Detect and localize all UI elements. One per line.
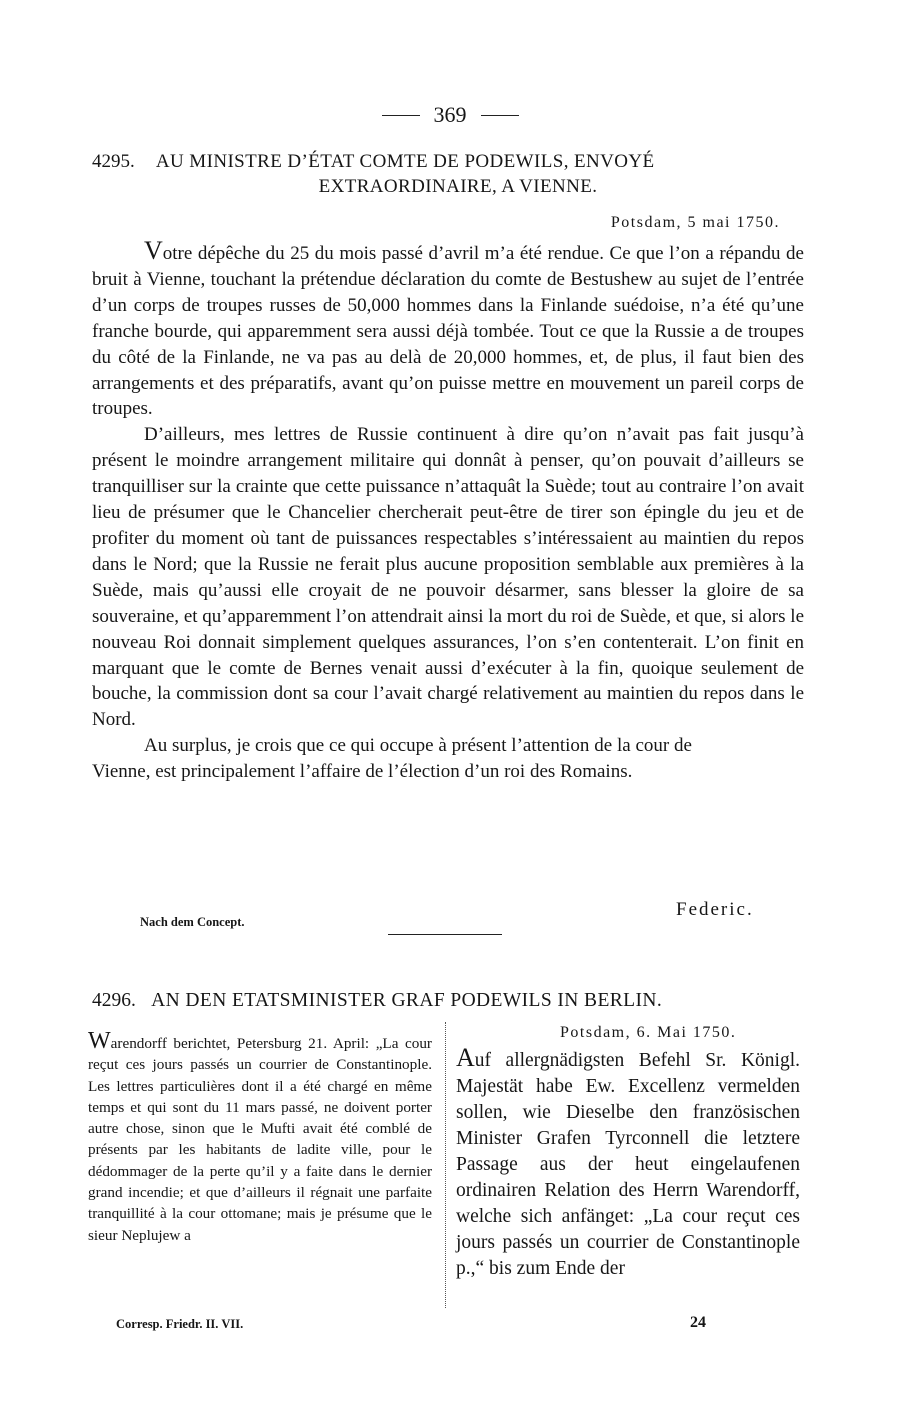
footer-sheet-number: 24 bbox=[690, 1314, 706, 1331]
paragraph-2: D’ailleurs, mes lettres de Russie continuent à dire qu’on n’avait pas fait jusqu’à présent le moindre arrangement militaire qui donnât à penser, qu’on pouvait d’ailleurs se tranquilliser sur la crainte que cette puissance n’attaquât la Suède; tout au contraire l’on avait lieu de présumer que le Chancelier chercherait peut-être de tirer son épingle du jeu et de profiter du moment où tant de puissances respectables s’intéressaient au maintien du repos dans le Nord; que la Russie ne ferait plus aucune proposition semblable aux premières à la Suède, mais qu’aussi elle croyait de ne pouvoir désarmer, sans blesser la gloire de sa souveraine, et qu’apparemment l’on attendrait ainsi la mort du roi de Suède, et que, si alors le nouveau Roi donnait simplement quelques assurances, l’on s’en contenterait. L’on finit en marquant que le comte de Bernes venait aussi d’exécuter à la fin, quoique seulement de bouche, la commission dont sa cour l’avait chargé relativement au maintien du repos dans le Nord. bbox=[92, 424, 804, 731]
column-divider bbox=[445, 1022, 446, 1308]
footer-signature-mark: Corresp. Friedr. II. VII. bbox=[116, 1317, 244, 1331]
page-number: 369 bbox=[433, 102, 467, 127]
paragraph-1: Votre dépêche du 25 du mois passé d’avril m’a été rendue. Ce que l’on a répandu de bruit à Vienne, touchant la prétendue déclaration du comte de Bestushew au sujet de l’entrée d’un corps de troupes russes de 50,000 hommes dans la Finlande suédoise, n’a été qu’une franche bourde, qui apparemment sera aussi déjà tombée. Tout ce que la Russie a de troupes du côté de la Finlande, ne va pas au delà de 20,000 hommes, et, de plus, il faut bien des arrangements et des préparatifs, avant qu’on puisse mettre en mouvement un pareil corps de troupes. bbox=[92, 236, 804, 420]
letter-number-2: 4296. bbox=[92, 990, 136, 1011]
footnote-column: Warendorff berichtet, Petersburg 21. April: „La cour reçut ces jours passés un courrier de Constantinople. Les lettres particulières dont il a été chargé en même temps et qui sont du 11 mars passé, ne doivent porter autre chose, sinon que le Mufti avait été comblé de présents par les habitants de ladite ville, pour le dédommager de la perte qu’il y a faite dans le dernier grand incendie; et que d’ailleurs il régnait une parfaite tranquillité à la cour ottomane; mais je présume que le sieur Neplujew a bbox=[88, 1028, 432, 1244]
letter-title-2: AN DEN ETATSMINISTER GRAF PODEWILS IN BERLIN. bbox=[151, 990, 663, 1011]
main-column: Auf allergnädigsten Befehl Sr. Königl. Majestät habe Ew. Excellenz vermelden sollen, wie Dieselbe den französischen Minister Grafen Tyrconnell die letztere Passage aus der heut eingelaufenen ordinairen Relation des Herrn Warendorff, welche sich anfänget: „La cour reçut ces jours passés un courrier de Constantinople p.,“ bis zum Ende der bbox=[456, 1043, 800, 1279]
page-number-header bbox=[370, 100, 530, 130]
source-note: Nach dem Concept. bbox=[140, 915, 245, 929]
letter-4295-body bbox=[92, 238, 804, 785]
letter-4296-title bbox=[92, 988, 804, 1013]
paragraph-3: Au surplus, je crois que ce qui occupe à présent l’attention de la cour de Vienne, est principalement l’affaire de l’élection d’un roi des Romains. bbox=[92, 735, 692, 783]
section-separator bbox=[388, 934, 502, 935]
header-rule-right bbox=[481, 115, 519, 116]
letter-number: 4295. bbox=[92, 151, 135, 172]
signature: Federic. bbox=[676, 899, 754, 920]
letter-4295-dateline: Potsdam, 5 mai 1750. bbox=[610, 214, 780, 231]
letter-4295-title bbox=[92, 149, 804, 199]
letter-4296-dateline: Potsdam, 6. Mai 1750. bbox=[560, 1024, 737, 1041]
letter-title-line2: EXTRAORDINAIRE, A VIENNE. bbox=[318, 176, 598, 197]
letter-title-line1: AU MINISTRE D’ÉTAT COMTE DE PODEWILS, ENVOYÉ bbox=[155, 151, 655, 172]
header-rule-left bbox=[382, 115, 420, 116]
